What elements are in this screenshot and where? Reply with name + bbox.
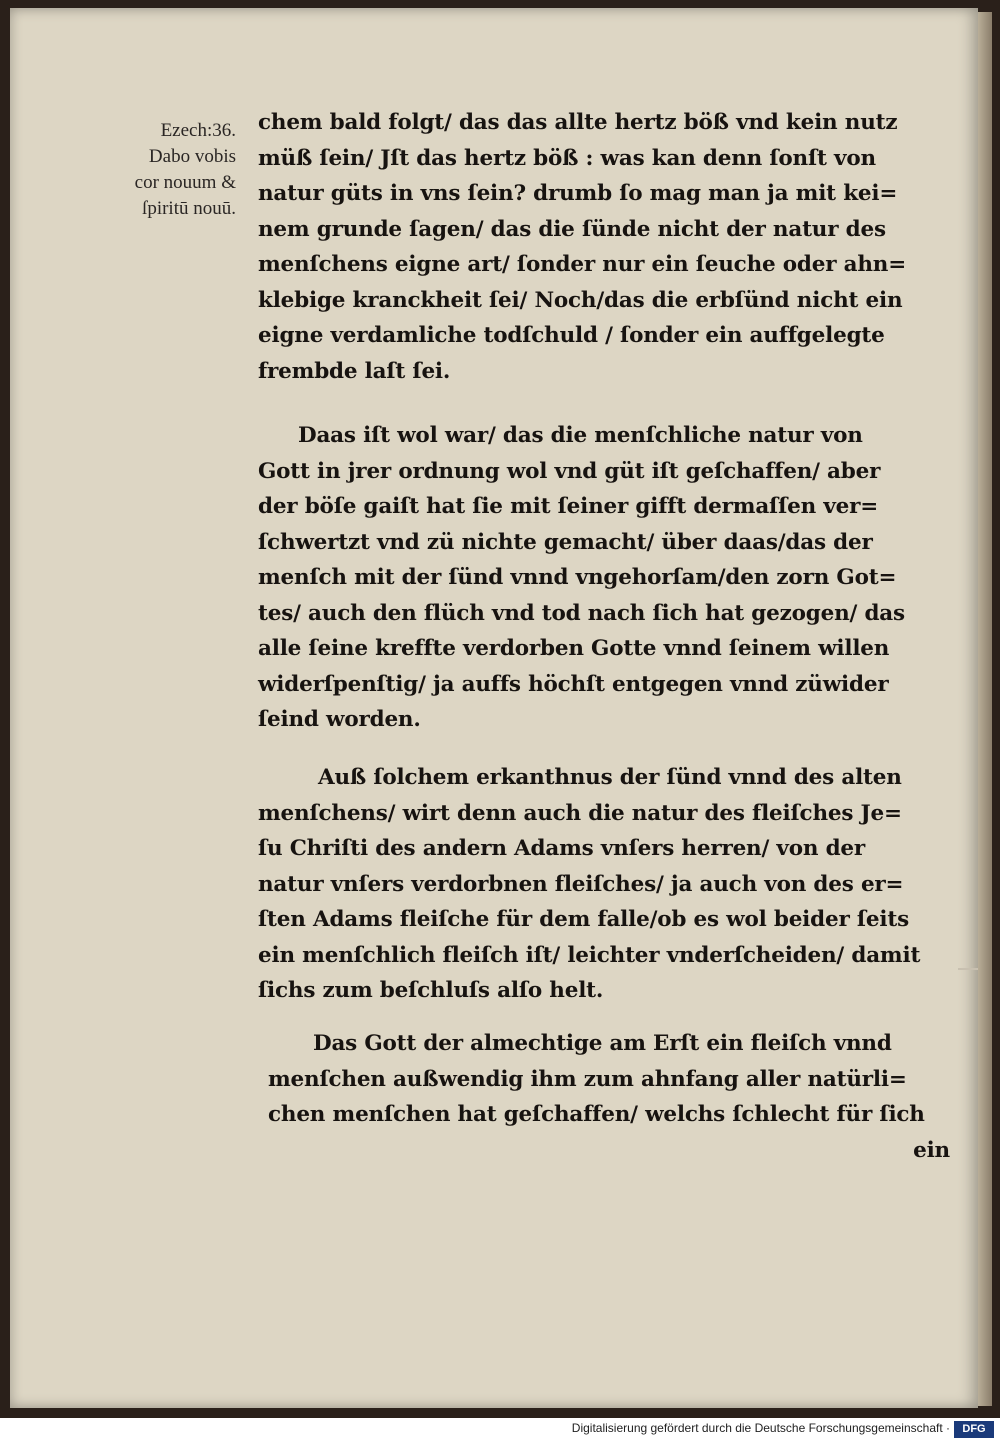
text-line: chem bald folgt/ das das allte hertz böß vnd kein nutz — [258, 110, 898, 135]
text-line: müß ſein/ Jſt das hertz böß : was kan denn ſonſt von — [258, 145, 876, 171]
text-line: ſu Chriſti des andern Adams vnſers herren/ von der — [258, 836, 866, 861]
text-line: ſichs zum beſchluſs alſo helt. — [258, 978, 604, 1003]
margin-note — [104, 118, 236, 222]
text-line: widerſpenſtig/ ja auffs höchſt entgegen vnnd züwider — [258, 671, 889, 697]
text-line: ſeind worden. — [258, 707, 421, 732]
text-line: nem grunde ſagen/ das die ſünde nicht der natur des — [258, 216, 886, 242]
text-line: natur güts in vns ſein? drumb ſo mag man ja mit kei= — [258, 181, 898, 206]
text-line: chen menſchen hat geſchaffen/ welchs ſchlecht für ſich — [268, 1102, 925, 1127]
text-line: menſchens/ wirt denn auch die natur des fleiſches Je= — [258, 800, 902, 826]
text-line: alle ſeine krefftе verdorben Gotte vnnd ſeinem willen — [258, 636, 890, 661]
text-line: menſchen außwendig ihm zum ahnfang aller natürli= — [268, 1066, 907, 1092]
text-line: ſten Adams fleiſche für dem falle/ob es wol beider ſeits — [258, 907, 910, 932]
text-line: frembde laſt ſei. — [258, 358, 451, 384]
text-line: klebige kranckheit ſei/ Noch/das die erbſünd nicht ein — [258, 287, 903, 313]
text-line: eigne verdamliche todſchuld / ſonder ein auffgelegte — [258, 323, 885, 348]
margin-note-line: Dabo vobis — [148, 146, 236, 167]
text-line: menſchens eigne art/ ſonder nur ein ſeuche oder ahn= — [258, 252, 907, 277]
footer-credit: Digitalisierung gefördert durch die Deutsche Forschungsgemeinschaft · — [571, 1421, 950, 1435]
margin-note-line: ſpiritū nouū. — [142, 198, 236, 219]
margin-note-line: cor nouum & — [134, 172, 236, 193]
text-line: menſch mit der ſünd vnnd vngehorſam/den zorn Got= — [258, 565, 897, 590]
page-edge — [978, 12, 992, 1406]
text-line: Auß ſolchem erkanthnus der ſünd vnnd des alten — [318, 765, 902, 790]
paragraph-3 — [258, 760, 958, 1009]
dfg-logo-icon: DFG — [954, 1421, 994, 1438]
text-line: natur vnſers verdorbnen fleiſches/ ja auch von des er= — [258, 871, 904, 897]
paragraph-1 — [258, 105, 958, 389]
text-line: der böſe gaiſt hat ſie mit ſeiner gifft dermaſſen ver= — [258, 494, 879, 519]
text-line: ſchwertzt vnd zü nichte gemacht/ über daas/das der — [258, 529, 873, 555]
text-line: Gott in jrer ordnung wol vnd güt iſt geſchaffen/ aber — [258, 458, 881, 484]
paragraph-2 — [258, 418, 958, 738]
footer-bar — [0, 1418, 1000, 1440]
text-line: Das Gott der almechtige am Erſt ein fleiſch vnnd — [313, 1031, 892, 1056]
text-line: ein menſchlich fleiſch iſt/ leichter vnderſcheiden/ damit — [258, 942, 921, 968]
text-line: tes/ auch den flüch vnd tod nach ſich hat gezogen/ das — [258, 600, 905, 626]
paragraph-4 — [258, 1026, 958, 1168]
text-line: Daas iſt wol war/ das die menſchliche natur von — [298, 423, 863, 448]
catchword: ein — [913, 1137, 950, 1163]
margin-note-line: Ezech:36. — [160, 120, 236, 141]
margin-mark — [958, 968, 978, 970]
